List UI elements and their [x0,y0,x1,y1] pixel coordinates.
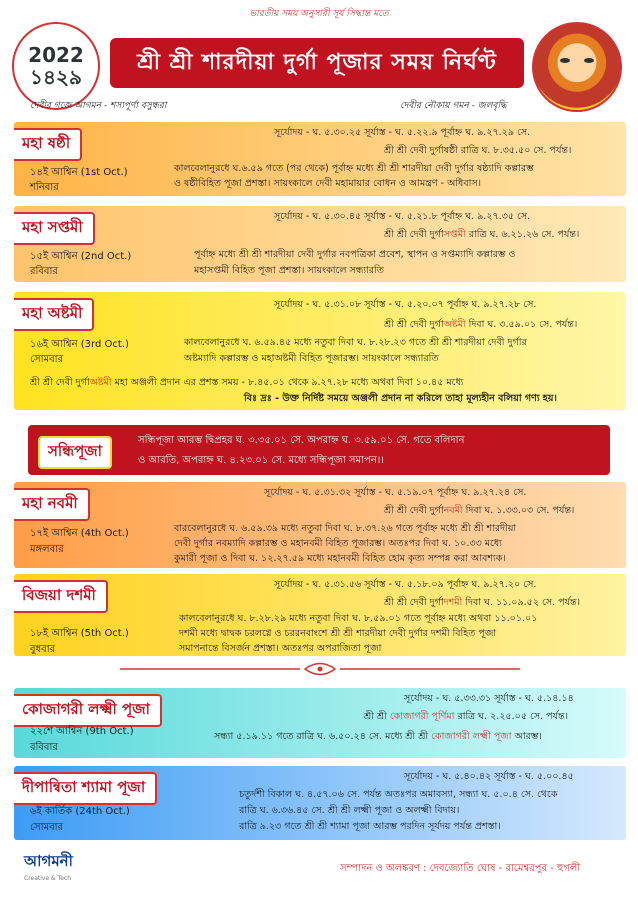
kali-date: ৬ই কার্তিক (24th Oct.) [30,806,130,817]
lakshmi-date: ২২শে আশ্বিন (9th Oct.) [30,726,134,737]
card-ashtami [14,292,626,410]
kali-line-1: চতুর্দশী বিকাল ঘ. ৪.৫৭.০৬ সে. পর্যন্ত অতঃপর অমাবস্যা, সন্ধ্যা ঘ. ৫.০.৪ সে. থেকে [239,789,558,800]
navami-title: মহা নবমী [14,488,90,521]
ashtami-title: মহা অষ্টমী [14,298,94,331]
ashtami-day: সোমবার [30,354,64,365]
card-sashthi [14,122,626,196]
card-kali [14,766,626,840]
card-sandhi [28,425,610,475]
kali-line-3: রাত্রি ৯.২৩ গতে শ্রী শ্রী শ্যামা পূজা আরম্ভ পরদিন সূর্যদয় পর্যন্ত প্রশস্তা। [239,821,501,832]
ashtami-note: বিঃ দ্রঃ - উক্ত নির্দিষ্ট সময়ে অঞ্জলী প্রদান না করিলে তাহা মূল্যহীন বলিয়া গণ্য হয়। [244,393,557,404]
kali-timing: সূর্যোদয় - ঘ. ৫.৪০.৪২ সূর্যাস্ত - ঘ. ৫.০০.৪৫ [404,771,574,782]
dashami-day: বুধবার [30,644,56,655]
lakshmi-line-2: সন্ধ্যা ৫.১৯.১১ গতে রাত্রি ঘ. ৬.৫০.২৪ সে. মধ্যে শ্রী শ্রী কোজাগরী লক্ষ্মী পূজা আরম্ভ। [214,731,542,742]
saptami-line-3: মহাসপ্তমী বিহিত পূজা প্রশস্তা। সায়ংকালে সন্ধ্যারতি [194,265,384,276]
ashtami-line-2: কালবেলানুরধে ঘ. ৬.৫৯.৪৫ মধ্যে নতুবা দিবা ঘ. ৮.২৮.২৩ গতে শ্রী শ্রী শারদীয়া দেবী দুর্গার [184,337,527,348]
sashthi-title: মহা ষষ্ঠী [14,128,82,161]
navami-line-3: দেবী দুর্গার নবম্যাদি কল্পারম্ভ ও মহানবমী বিহিত পূজারম্ভ। অতঃপর দিবা ঘ. ১০.৩৩ মধ্যে [174,538,502,549]
sashthi-line-3: ও ষষ্ঠীবিহিত পূজা প্রশস্তা। সায়ংকালে দেবী মহামায়ার বোধন ও আমন্ত্রণ - অধিবাস। [174,178,482,189]
dashami-line-2: কালবেলানুরধে ঘ. ৮.২৮.২৯ মধ্যে নতুবা দিবা ঘ. ৮.৫৯.০১ গতে পূর্বাহ্ন মধ্যে অথবা ১১.০১.০১ [179,613,538,624]
ashtami-timing: সূর্যোদয় - ঘ. ৫.৩১.০৮ সূর্যাস্ত - ঘ. ৫.২০.০৭ পূর্বাহ্ন ঘ. ৯.২৭.২৮ সে. [274,299,537,310]
departure-text: দেবীর নৌকায় গমন - জলবৃদ্ধি [400,101,507,111]
sashthi-line-2: কালবেলানুরধে ঘ.৬.৫৯ গতে (পর থেকে) পূর্বাহ্ন মধ্যে শ্রী শ্রী শারদীয়া দেবী দুর্গার ষষ্ঠ্যাদি কল্পারম্ভ [174,163,534,174]
navami-timing: সূর্যোদয় - ঘ. ৫.৩১.৩২ সূর্যাস্ত - ঘ. ৫.১৯.০৭ পূর্বাহ্ন ঘ. ৯.২৭.২৪ সে. [264,487,527,498]
page-title: শ্রী শ্রী শারদীয়া দুর্গা পূজার সময় নির্ঘণ্ট [137,49,497,75]
lakshmi-title: কোজাগরী লক্ষ্মী পূজা [14,694,162,727]
navami-day: মঙ্গলবার [30,544,64,555]
sandhi-line-2: ও আরতি, অপরাহ্ন ঘ. ৪.২৩.০১ সে. মধ্যে সন্ধিপূজা সমাপন।। [138,455,384,466]
navami-line-2: বারবেলানুরধে ঘ. ৬.৫৯.৩৯ মধ্যে নতুবা দিবা ঘ. ৮.৩৭.২৬ গতে পূর্বাহ্ন মধ্যে শ্রী শ্রী শারদীয়া [174,523,517,534]
card-dashami [14,574,626,656]
saptami-date: ১৫ই আশ্বিন (2nd Oct.) [30,251,132,262]
dashami-line-4: সমাপনান্তে বিসর্জন প্রশস্তা। অতঃপর অপরাজিতা পূজা [179,643,382,654]
top-note: ভারতীয় সময় অনুসারী সূর্য সিদ্ধান্ত মতে [249,9,389,19]
sashthi-timing: সূর্যোদয় - ঘ. ৫.৩০.২৫ সূর্যাস্ত - ঘ. ৫.২২.৯ পূর্বাহ্ন ঘ. ৯.২৭.২৯ সে. [274,127,531,138]
sashthi-date: ১৪ই আশ্বিন (1st Oct.) [30,167,128,178]
arrival-text: দেবীর গজে আগমন - শস্যপূর্ণা বসুন্ধরা [30,101,167,111]
dashami-date: ১৮ই আশ্বিন (5th Oct.) [30,628,129,639]
dashami-title: বিজয়া দশমী [14,580,108,613]
card-navami [14,482,626,568]
year-badge [12,22,100,110]
kali-day: সোমবার [30,822,64,833]
brand-logo [24,850,104,890]
title-banner [110,38,524,88]
kali-line-2: রাত্রি ঘ. ৬.৩৬.৪৫ সে. শ্রী শ্রী লক্ষ্মী পূজা ও অলক্ষ্মী বিদায়। [239,805,460,816]
ashtami-line-3: অষ্টম্যাদি কল্পারম্ভ ও মহাঅষ্টমী বিহিত পূজারম্ভ। সায়ংকালে সন্ধ্যারতি [184,353,439,364]
saptami-timing: সূর্যোদয় - ঘ. ৫.৩০.৪৫ সূর্যাস্ত - ঘ. ৫.২১.৮ পূর্বাহ্ন ঘ. ৯.২৭.৩৫ সে. [274,211,531,222]
ashtami-line-4: শ্রী শ্রী দেবী দুর্গাঅষ্টমী মহা অঞ্জলী প্রদান এর প্রশস্ত সময় - ৮.৪৫.০১ থেকে ৯.২৭.২৮ মধ্যে অথবা দিবা ১০.৪৫ মধ্যে [30,377,464,388]
credit-text: সম্পাদন ও অলঙ্করণ : দেবজ্যোতি ঘোষ - রামেশ্বরপুর - হুগলী [340,863,581,874]
saptami-day: রবিবার [30,266,58,277]
card-saptami [14,206,626,282]
lakshmi-line-1: শ্রী শ্রী কোজাগরী পূর্ণিমা রাত্রি ঘ. ২.২৫.০৫ সে. পর্যন্ত। [364,711,569,722]
goddess-durga-icon [532,22,622,112]
sandhi-title: সন্ধিপূজা [38,436,112,469]
card-lakshmi [14,688,626,758]
navami-date: ১৭ই আশ্বিন (4th Oct.) [30,528,129,539]
brand-logo-subtitle: Creative & Tech [24,875,72,882]
saptami-title: মহা সপ্তমী [14,212,95,245]
ashtami-date: ১৬ই আশ্বিন (3rd Oct.) [30,339,129,350]
sashthi-day: শনিবার [30,182,59,193]
navami-line-1: শ্রী শ্রী দেবী দুর্গানবমী দিবা ঘ. ১.৩৩.০৩ সে. পর্যন্ত। [384,505,575,516]
ashtami-line-1: শ্রী শ্রী দেবী দুর্গাঅষ্টমী দিবা ঘ. ৩.৫৯.০১ সে. পর্যন্ত। [384,319,578,330]
kali-title: দীপান্বিতা শ্যামা পূজা [14,772,157,805]
lakshmi-day: রবিবার [30,742,58,753]
lakshmi-timing: সূর্যোদয় - ঘ. ৫.৩৩.৩১ সূর্যাস্ত - ঘ. ৫.১৪.১৪ [404,693,574,704]
year-english: 2022 [28,43,84,67]
sandhi-line-1: সন্ধিপূজা আরম্ভ দ্বিপ্রহর ঘ. ৩.৩৫.০১ সে. অপরাহ্ন ঘ. ৩.৫৯.০১ সে. গতে বলিদান [138,435,465,446]
dashami-line-1: শ্রী শ্রী দেবী দুর্গাদশমী দিবা ঘ. ১১.০৯.৫২ সে. পর্যন্ত। [384,597,581,608]
dashami-timing: সূর্যোদয় - ঘ. ৫.৩১.৫৬ সূর্যাস্ত - ঘ. ৫.১৮.০৯ পূর্বাহ্ন ঘ. ৯.২৭.২০ সে. [274,579,537,590]
year-bengali: ১৪২৯ [30,65,82,89]
dashami-line-3: দশমী মধ্যে দ্বাদ্বক চরলগ্নে ও চররনবাংশে শ্রী শ্রী শারদীয়া দেবী দুর্গার দশমী বিহিত পূজা [179,628,497,639]
brand-logo-text: আগমনী [24,852,73,870]
saptami-line-2: পূর্বাহ্ন মধ্যে শ্রী শ্রী শারদীয়া দেবী দুর্গার নবপত্রিকা প্রবেশ, স্থাপন ও সপ্তম্যাদি কল্পারম্ভ ও [194,249,516,260]
sashthi-line-1: শ্রী শ্রী দেবী দুর্গাষষ্ঠী রাত্রি ঘ. ৮.৩৫.৫০ সে. পর্যন্ত। [384,145,572,156]
saptami-line-1: শ্রী শ্রী দেবী দুর্গাসপ্তমী রাত্রি ঘ. ৬.২১.২৬ সে. পর্যন্ত। [384,229,580,240]
divider-ornament-icon [120,660,520,678]
navami-line-4: কুমারী পূজা ও দিবা ঘ. ১২.২৭.৫৯ মধ্যে মহানবমী বিহিত হোম কৃত্য সম্পন্ন করা আবশ্যক। [174,553,506,564]
